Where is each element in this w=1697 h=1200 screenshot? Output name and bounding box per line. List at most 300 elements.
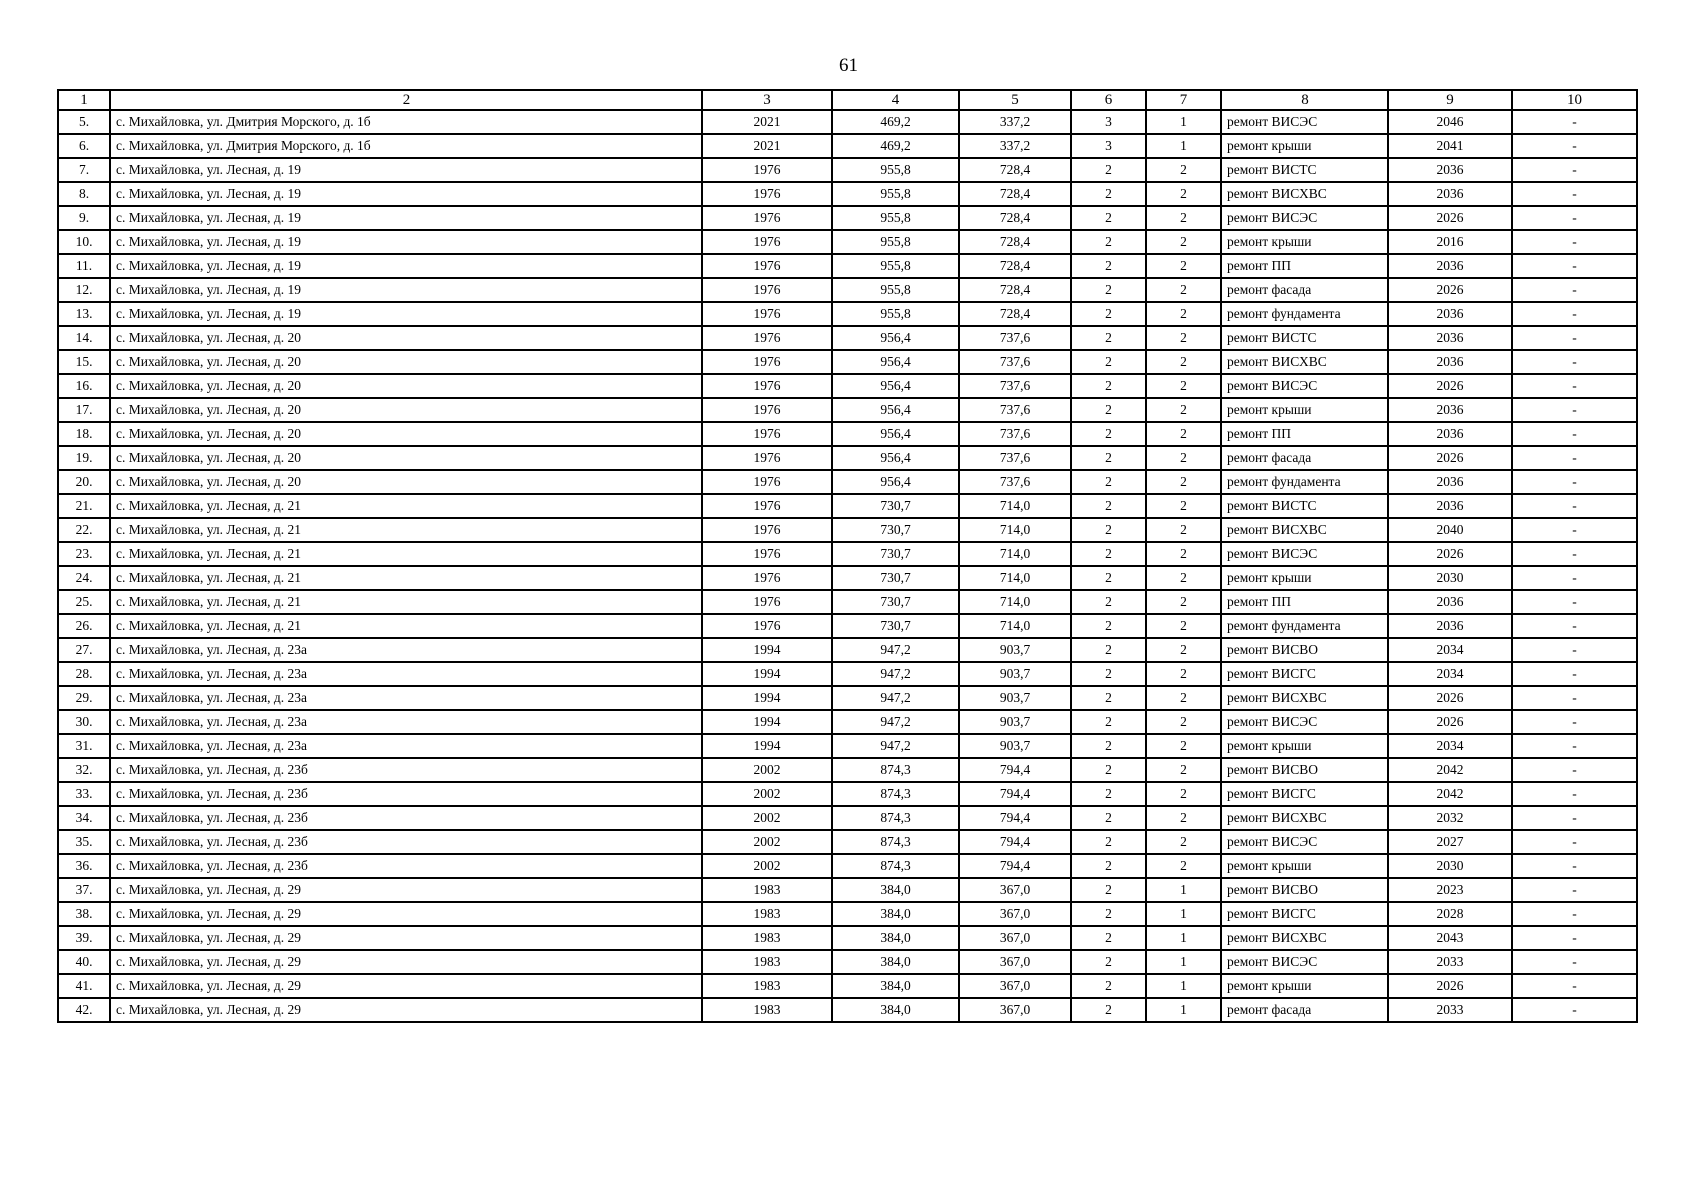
floors-cell: 2	[1071, 830, 1146, 854]
year-built-cell: 1976	[702, 566, 832, 590]
planned-year-cell: 2036	[1388, 614, 1512, 638]
note-cell: -	[1512, 182, 1637, 206]
entrances-cell: 2	[1146, 854, 1221, 878]
year-built-cell: 1994	[702, 686, 832, 710]
table-row	[58, 638, 1637, 662]
entrances-cell: 2	[1146, 398, 1221, 422]
planned-year-cell: 2042	[1388, 758, 1512, 782]
entrances-cell: 2	[1146, 230, 1221, 254]
floors-cell: 2	[1071, 998, 1146, 1022]
entrances-cell: 2	[1146, 758, 1221, 782]
planned-year-cell: 2036	[1388, 398, 1512, 422]
address-cell: с. Михайловка, ул. Лесная, д. 20	[110, 422, 702, 446]
floors-cell: 2	[1071, 206, 1146, 230]
work-type-cell: ремонт ВИСТС	[1221, 326, 1388, 350]
year-built-cell: 1976	[702, 614, 832, 638]
address-cell: с. Михайловка, ул. Лесная, д. 19	[110, 182, 702, 206]
note-cell: -	[1512, 974, 1637, 998]
address-cell: с. Михайловка, ул. Лесная, д. 19	[110, 230, 702, 254]
total-area-cell: 955,8	[832, 182, 959, 206]
address-cell: с. Михайловка, ул. Лесная, д. 20	[110, 398, 702, 422]
entrances-cell: 2	[1146, 686, 1221, 710]
living-area-cell: 367,0	[959, 902, 1071, 926]
entrances-cell: 2	[1146, 830, 1221, 854]
entrances-cell: 2	[1146, 470, 1221, 494]
entrances-cell: 2	[1146, 590, 1221, 614]
row-number-cell: 14.	[58, 326, 110, 350]
total-area-cell: 730,7	[832, 566, 959, 590]
work-type-cell: ремонт ВИСХВС	[1221, 686, 1388, 710]
total-area-cell: 384,0	[832, 974, 959, 998]
address-cell: с. Михайловка, ул. Лесная, д. 19	[110, 206, 702, 230]
note-cell: -	[1512, 254, 1637, 278]
work-type-cell: ремонт ВИСХВС	[1221, 926, 1388, 950]
living-area-cell: 728,4	[959, 158, 1071, 182]
note-cell: -	[1512, 950, 1637, 974]
address-cell: с. Михайловка, ул. Лесная, д. 23б	[110, 806, 702, 830]
living-area-cell: 367,0	[959, 878, 1071, 902]
row-number-cell: 9.	[58, 206, 110, 230]
table-row	[58, 542, 1637, 566]
address-cell: с. Михайловка, ул. Лесная, д. 21	[110, 566, 702, 590]
living-area-cell: 728,4	[959, 254, 1071, 278]
floors-cell: 2	[1071, 350, 1146, 374]
entrances-cell: 2	[1146, 494, 1221, 518]
total-area-cell: 469,2	[832, 110, 959, 134]
total-area-cell: 955,8	[832, 158, 959, 182]
column-number-header: 6	[1071, 90, 1146, 110]
year-built-cell: 1983	[702, 998, 832, 1022]
floors-cell: 2	[1071, 974, 1146, 998]
floors-cell: 2	[1071, 758, 1146, 782]
year-built-cell: 2002	[702, 782, 832, 806]
living-area-cell: 714,0	[959, 542, 1071, 566]
address-cell: с. Михайловка, ул. Лесная, д. 20	[110, 470, 702, 494]
work-type-cell: ремонт ВИСВО	[1221, 638, 1388, 662]
living-area-cell: 367,0	[959, 998, 1071, 1022]
year-built-cell: 1983	[702, 926, 832, 950]
total-area-cell: 947,2	[832, 710, 959, 734]
table-row	[58, 734, 1637, 758]
address-cell: с. Михайловка, ул. Лесная, д. 29	[110, 974, 702, 998]
year-built-cell: 1976	[702, 542, 832, 566]
year-built-cell: 1983	[702, 878, 832, 902]
note-cell: -	[1512, 710, 1637, 734]
living-area-cell: 337,2	[959, 110, 1071, 134]
work-type-cell: ремонт ВИСЭС	[1221, 710, 1388, 734]
entrances-cell: 2	[1146, 734, 1221, 758]
row-number-cell: 22.	[58, 518, 110, 542]
note-cell: -	[1512, 134, 1637, 158]
address-cell: с. Михайловка, ул. Лесная, д. 23а	[110, 710, 702, 734]
total-area-cell: 730,7	[832, 518, 959, 542]
table-row	[58, 950, 1637, 974]
year-built-cell: 1976	[702, 230, 832, 254]
row-number-cell: 19.	[58, 446, 110, 470]
note-cell: -	[1512, 854, 1637, 878]
planned-year-cell: 2034	[1388, 662, 1512, 686]
work-type-cell: ремонт фундамента	[1221, 614, 1388, 638]
floors-cell: 2	[1071, 782, 1146, 806]
address-cell: с. Михайловка, ул. Лесная, д. 29	[110, 950, 702, 974]
planned-year-cell: 2026	[1388, 686, 1512, 710]
planned-year-cell: 2026	[1388, 542, 1512, 566]
work-type-cell: ремонт ПП	[1221, 422, 1388, 446]
note-cell: -	[1512, 782, 1637, 806]
total-area-cell: 955,8	[832, 254, 959, 278]
total-area-cell: 956,4	[832, 422, 959, 446]
table-row	[58, 326, 1637, 350]
living-area-cell: 714,0	[959, 518, 1071, 542]
year-built-cell: 2021	[702, 110, 832, 134]
living-area-cell: 903,7	[959, 734, 1071, 758]
floors-cell: 3	[1071, 110, 1146, 134]
year-built-cell: 2002	[702, 854, 832, 878]
address-cell: с. Михайловка, ул. Дмитрия Морского, д. 1б	[110, 134, 702, 158]
address-cell: с. Михайловка, ул. Лесная, д. 29	[110, 998, 702, 1022]
total-area-cell: 874,3	[832, 782, 959, 806]
planned-year-cell: 2036	[1388, 494, 1512, 518]
row-number-cell: 34.	[58, 806, 110, 830]
floors-cell: 2	[1071, 254, 1146, 278]
total-area-cell: 730,7	[832, 614, 959, 638]
address-cell: с. Михайловка, ул. Лесная, д. 19	[110, 302, 702, 326]
work-type-cell: ремонт фасада	[1221, 278, 1388, 302]
address-cell: с. Михайловка, ул. Лесная, д. 21	[110, 614, 702, 638]
table-row	[58, 710, 1637, 734]
note-cell: -	[1512, 326, 1637, 350]
entrances-cell: 2	[1146, 182, 1221, 206]
note-cell: -	[1512, 830, 1637, 854]
work-type-cell: ремонт ВИСЭС	[1221, 950, 1388, 974]
address-cell: с. Михайловка, ул. Лесная, д. 23а	[110, 734, 702, 758]
work-type-cell: ремонт ПП	[1221, 254, 1388, 278]
entrances-cell: 2	[1146, 422, 1221, 446]
year-built-cell: 1976	[702, 470, 832, 494]
note-cell: -	[1512, 734, 1637, 758]
floors-cell: 2	[1071, 302, 1146, 326]
living-area-cell: 737,6	[959, 470, 1071, 494]
entrances-cell: 1	[1146, 998, 1221, 1022]
note-cell: -	[1512, 902, 1637, 926]
work-type-cell: ремонт крыши	[1221, 974, 1388, 998]
work-type-cell: ремонт крыши	[1221, 854, 1388, 878]
note-cell: -	[1512, 926, 1637, 950]
column-number-header: 4	[832, 90, 959, 110]
entrances-cell: 1	[1146, 110, 1221, 134]
planned-year-cell: 2032	[1388, 806, 1512, 830]
planned-year-cell: 2030	[1388, 566, 1512, 590]
note-cell: -	[1512, 518, 1637, 542]
work-type-cell: ремонт ВИСВО	[1221, 878, 1388, 902]
year-built-cell: 1976	[702, 326, 832, 350]
table-row	[58, 134, 1637, 158]
row-number-cell: 30.	[58, 710, 110, 734]
column-number-header: 10	[1512, 90, 1637, 110]
table-row	[58, 998, 1637, 1022]
note-cell: -	[1512, 614, 1637, 638]
address-cell: с. Михайловка, ул. Лесная, д. 23б	[110, 830, 702, 854]
planned-year-cell: 2033	[1388, 950, 1512, 974]
living-area-cell: 728,4	[959, 230, 1071, 254]
note-cell: -	[1512, 302, 1637, 326]
total-area-cell: 730,7	[832, 542, 959, 566]
note-cell: -	[1512, 158, 1637, 182]
work-type-cell: ремонт ВИСХВС	[1221, 518, 1388, 542]
table-row	[58, 758, 1637, 782]
planned-year-cell: 2027	[1388, 830, 1512, 854]
note-cell: -	[1512, 446, 1637, 470]
living-area-cell: 367,0	[959, 974, 1071, 998]
year-built-cell: 2002	[702, 830, 832, 854]
entrances-cell: 2	[1146, 614, 1221, 638]
row-number-cell: 29.	[58, 686, 110, 710]
floors-cell: 2	[1071, 542, 1146, 566]
note-cell: -	[1512, 998, 1637, 1022]
table-row	[58, 518, 1637, 542]
living-area-cell: 903,7	[959, 710, 1071, 734]
table-row	[58, 830, 1637, 854]
entrances-cell: 2	[1146, 806, 1221, 830]
total-area-cell: 947,2	[832, 638, 959, 662]
living-area-cell: 367,0	[959, 950, 1071, 974]
floors-cell: 2	[1071, 518, 1146, 542]
entrances-cell: 1	[1146, 878, 1221, 902]
year-built-cell: 1976	[702, 398, 832, 422]
year-built-cell: 1983	[702, 902, 832, 926]
floors-cell: 2	[1071, 710, 1146, 734]
entrances-cell: 1	[1146, 902, 1221, 926]
planned-year-cell: 2036	[1388, 590, 1512, 614]
row-number-cell: 16.	[58, 374, 110, 398]
planned-year-cell: 2016	[1388, 230, 1512, 254]
year-built-cell: 1976	[702, 374, 832, 398]
row-number-cell: 40.	[58, 950, 110, 974]
year-built-cell: 1976	[702, 590, 832, 614]
planned-year-cell: 2036	[1388, 182, 1512, 206]
entrances-cell: 2	[1146, 350, 1221, 374]
table-row	[58, 230, 1637, 254]
total-area-cell: 469,2	[832, 134, 959, 158]
floors-cell: 3	[1071, 134, 1146, 158]
table-row	[58, 302, 1637, 326]
entrances-cell: 2	[1146, 278, 1221, 302]
row-number-cell: 5.	[58, 110, 110, 134]
address-cell: с. Михайловка, ул. Лесная, д. 19	[110, 278, 702, 302]
floors-cell: 2	[1071, 158, 1146, 182]
year-built-cell: 1976	[702, 254, 832, 278]
address-cell: с. Михайловка, ул. Лесная, д. 23б	[110, 782, 702, 806]
address-cell: с. Михайловка, ул. Лесная, д. 23а	[110, 638, 702, 662]
floors-cell: 2	[1071, 470, 1146, 494]
work-type-cell: ремонт ВИСЭС	[1221, 206, 1388, 230]
year-built-cell: 1976	[702, 494, 832, 518]
living-area-cell: 737,6	[959, 446, 1071, 470]
table-row	[58, 158, 1637, 182]
row-number-cell: 11.	[58, 254, 110, 278]
living-area-cell: 714,0	[959, 590, 1071, 614]
total-area-cell: 956,4	[832, 446, 959, 470]
entrances-cell: 1	[1146, 950, 1221, 974]
row-number-cell: 7.	[58, 158, 110, 182]
note-cell: -	[1512, 686, 1637, 710]
row-number-cell: 27.	[58, 638, 110, 662]
column-number-header: 3	[702, 90, 832, 110]
row-number-cell: 17.	[58, 398, 110, 422]
entrances-cell: 2	[1146, 326, 1221, 350]
total-area-cell: 384,0	[832, 998, 959, 1022]
year-built-cell: 2002	[702, 758, 832, 782]
work-type-cell: ремонт ВИСГС	[1221, 902, 1388, 926]
table-row	[58, 254, 1637, 278]
table-row	[58, 206, 1637, 230]
living-area-cell: 728,4	[959, 182, 1071, 206]
total-area-cell: 955,8	[832, 278, 959, 302]
floors-cell: 2	[1071, 926, 1146, 950]
work-type-cell: ремонт ВИСЭС	[1221, 830, 1388, 854]
total-area-cell: 384,0	[832, 926, 959, 950]
total-area-cell: 874,3	[832, 854, 959, 878]
table-row	[58, 974, 1637, 998]
row-number-cell: 21.	[58, 494, 110, 518]
year-built-cell: 1976	[702, 350, 832, 374]
planned-year-cell: 2026	[1388, 446, 1512, 470]
table-row	[58, 782, 1637, 806]
living-area-cell: 714,0	[959, 494, 1071, 518]
floors-cell: 2	[1071, 854, 1146, 878]
table-body	[58, 90, 1637, 1022]
year-built-cell: 1976	[702, 278, 832, 302]
living-area-cell: 714,0	[959, 566, 1071, 590]
total-area-cell: 956,4	[832, 398, 959, 422]
table-row	[58, 422, 1637, 446]
work-type-cell: ремонт ВИСЭС	[1221, 110, 1388, 134]
note-cell: -	[1512, 230, 1637, 254]
note-cell: -	[1512, 494, 1637, 518]
living-area-cell: 794,4	[959, 782, 1071, 806]
living-area-cell: 794,4	[959, 830, 1071, 854]
floors-cell: 2	[1071, 230, 1146, 254]
planned-year-cell: 2036	[1388, 158, 1512, 182]
floors-cell: 2	[1071, 326, 1146, 350]
floors-cell: 2	[1071, 590, 1146, 614]
address-cell: с. Михайловка, ул. Лесная, д. 21	[110, 590, 702, 614]
floors-cell: 2	[1071, 278, 1146, 302]
row-number-cell: 25.	[58, 590, 110, 614]
living-area-cell: 728,4	[959, 278, 1071, 302]
year-built-cell: 1976	[702, 422, 832, 446]
entrances-cell: 2	[1146, 638, 1221, 662]
column-number-header: 1	[58, 90, 110, 110]
note-cell: -	[1512, 542, 1637, 566]
living-area-cell: 737,6	[959, 398, 1071, 422]
living-area-cell: 903,7	[959, 686, 1071, 710]
row-number-cell: 38.	[58, 902, 110, 926]
total-area-cell: 956,4	[832, 374, 959, 398]
entrances-cell: 1	[1146, 974, 1221, 998]
column-number-header: 2	[110, 90, 702, 110]
column-number-header: 5	[959, 90, 1071, 110]
floors-cell: 2	[1071, 446, 1146, 470]
total-area-cell: 947,2	[832, 662, 959, 686]
year-built-cell: 1976	[702, 302, 832, 326]
year-built-cell: 1976	[702, 206, 832, 230]
address-cell: с. Михайловка, ул. Лесная, д. 29	[110, 878, 702, 902]
row-number-cell: 6.	[58, 134, 110, 158]
note-cell: -	[1512, 278, 1637, 302]
note-cell: -	[1512, 566, 1637, 590]
table-row	[58, 806, 1637, 830]
total-area-cell: 956,4	[832, 350, 959, 374]
floors-cell: 2	[1071, 638, 1146, 662]
living-area-cell: 737,6	[959, 326, 1071, 350]
note-cell: -	[1512, 806, 1637, 830]
address-cell: с. Михайловка, ул. Лесная, д. 21	[110, 494, 702, 518]
row-number-cell: 18.	[58, 422, 110, 446]
repair-schedule-table	[57, 89, 1638, 1023]
work-type-cell: ремонт фасада	[1221, 998, 1388, 1022]
row-number-cell: 36.	[58, 854, 110, 878]
planned-year-cell: 2026	[1388, 374, 1512, 398]
address-cell: с. Михайловка, ул. Дмитрия Морского, д. 1б	[110, 110, 702, 134]
planned-year-cell: 2036	[1388, 254, 1512, 278]
row-number-cell: 31.	[58, 734, 110, 758]
column-number-header: 8	[1221, 90, 1388, 110]
total-area-cell: 947,2	[832, 734, 959, 758]
note-cell: -	[1512, 662, 1637, 686]
page-number: 61	[839, 55, 858, 76]
floors-cell: 2	[1071, 182, 1146, 206]
floors-cell: 2	[1071, 494, 1146, 518]
floors-cell: 2	[1071, 686, 1146, 710]
work-type-cell: ремонт крыши	[1221, 230, 1388, 254]
address-cell: с. Михайловка, ул. Лесная, д. 21	[110, 542, 702, 566]
living-area-cell: 367,0	[959, 926, 1071, 950]
table-row	[58, 854, 1637, 878]
entrances-cell: 2	[1146, 302, 1221, 326]
table-row	[58, 278, 1637, 302]
table-row	[58, 398, 1637, 422]
row-number-cell: 37.	[58, 878, 110, 902]
address-cell: с. Михайловка, ул. Лесная, д. 21	[110, 518, 702, 542]
row-number-cell: 20.	[58, 470, 110, 494]
note-cell: -	[1512, 878, 1637, 902]
table-row	[58, 614, 1637, 638]
planned-year-cell: 2041	[1388, 134, 1512, 158]
address-cell: с. Михайловка, ул. Лесная, д. 29	[110, 926, 702, 950]
total-area-cell: 955,8	[832, 206, 959, 230]
living-area-cell: 737,6	[959, 422, 1071, 446]
floors-cell: 2	[1071, 950, 1146, 974]
year-built-cell: 1994	[702, 710, 832, 734]
planned-year-cell: 2023	[1388, 878, 1512, 902]
column-number-header: 9	[1388, 90, 1512, 110]
row-number-cell: 12.	[58, 278, 110, 302]
entrances-cell: 1	[1146, 926, 1221, 950]
year-built-cell: 1983	[702, 974, 832, 998]
floors-cell: 2	[1071, 374, 1146, 398]
work-type-cell: ремонт ВИСХВС	[1221, 806, 1388, 830]
total-area-cell: 384,0	[832, 878, 959, 902]
table-row	[58, 110, 1637, 134]
entrances-cell: 2	[1146, 542, 1221, 566]
living-area-cell: 794,4	[959, 806, 1071, 830]
row-number-cell: 24.	[58, 566, 110, 590]
work-type-cell: ремонт фасада	[1221, 446, 1388, 470]
address-cell: с. Михайловка, ул. Лесная, д. 19	[110, 158, 702, 182]
note-cell: -	[1512, 422, 1637, 446]
year-built-cell: 1976	[702, 518, 832, 542]
